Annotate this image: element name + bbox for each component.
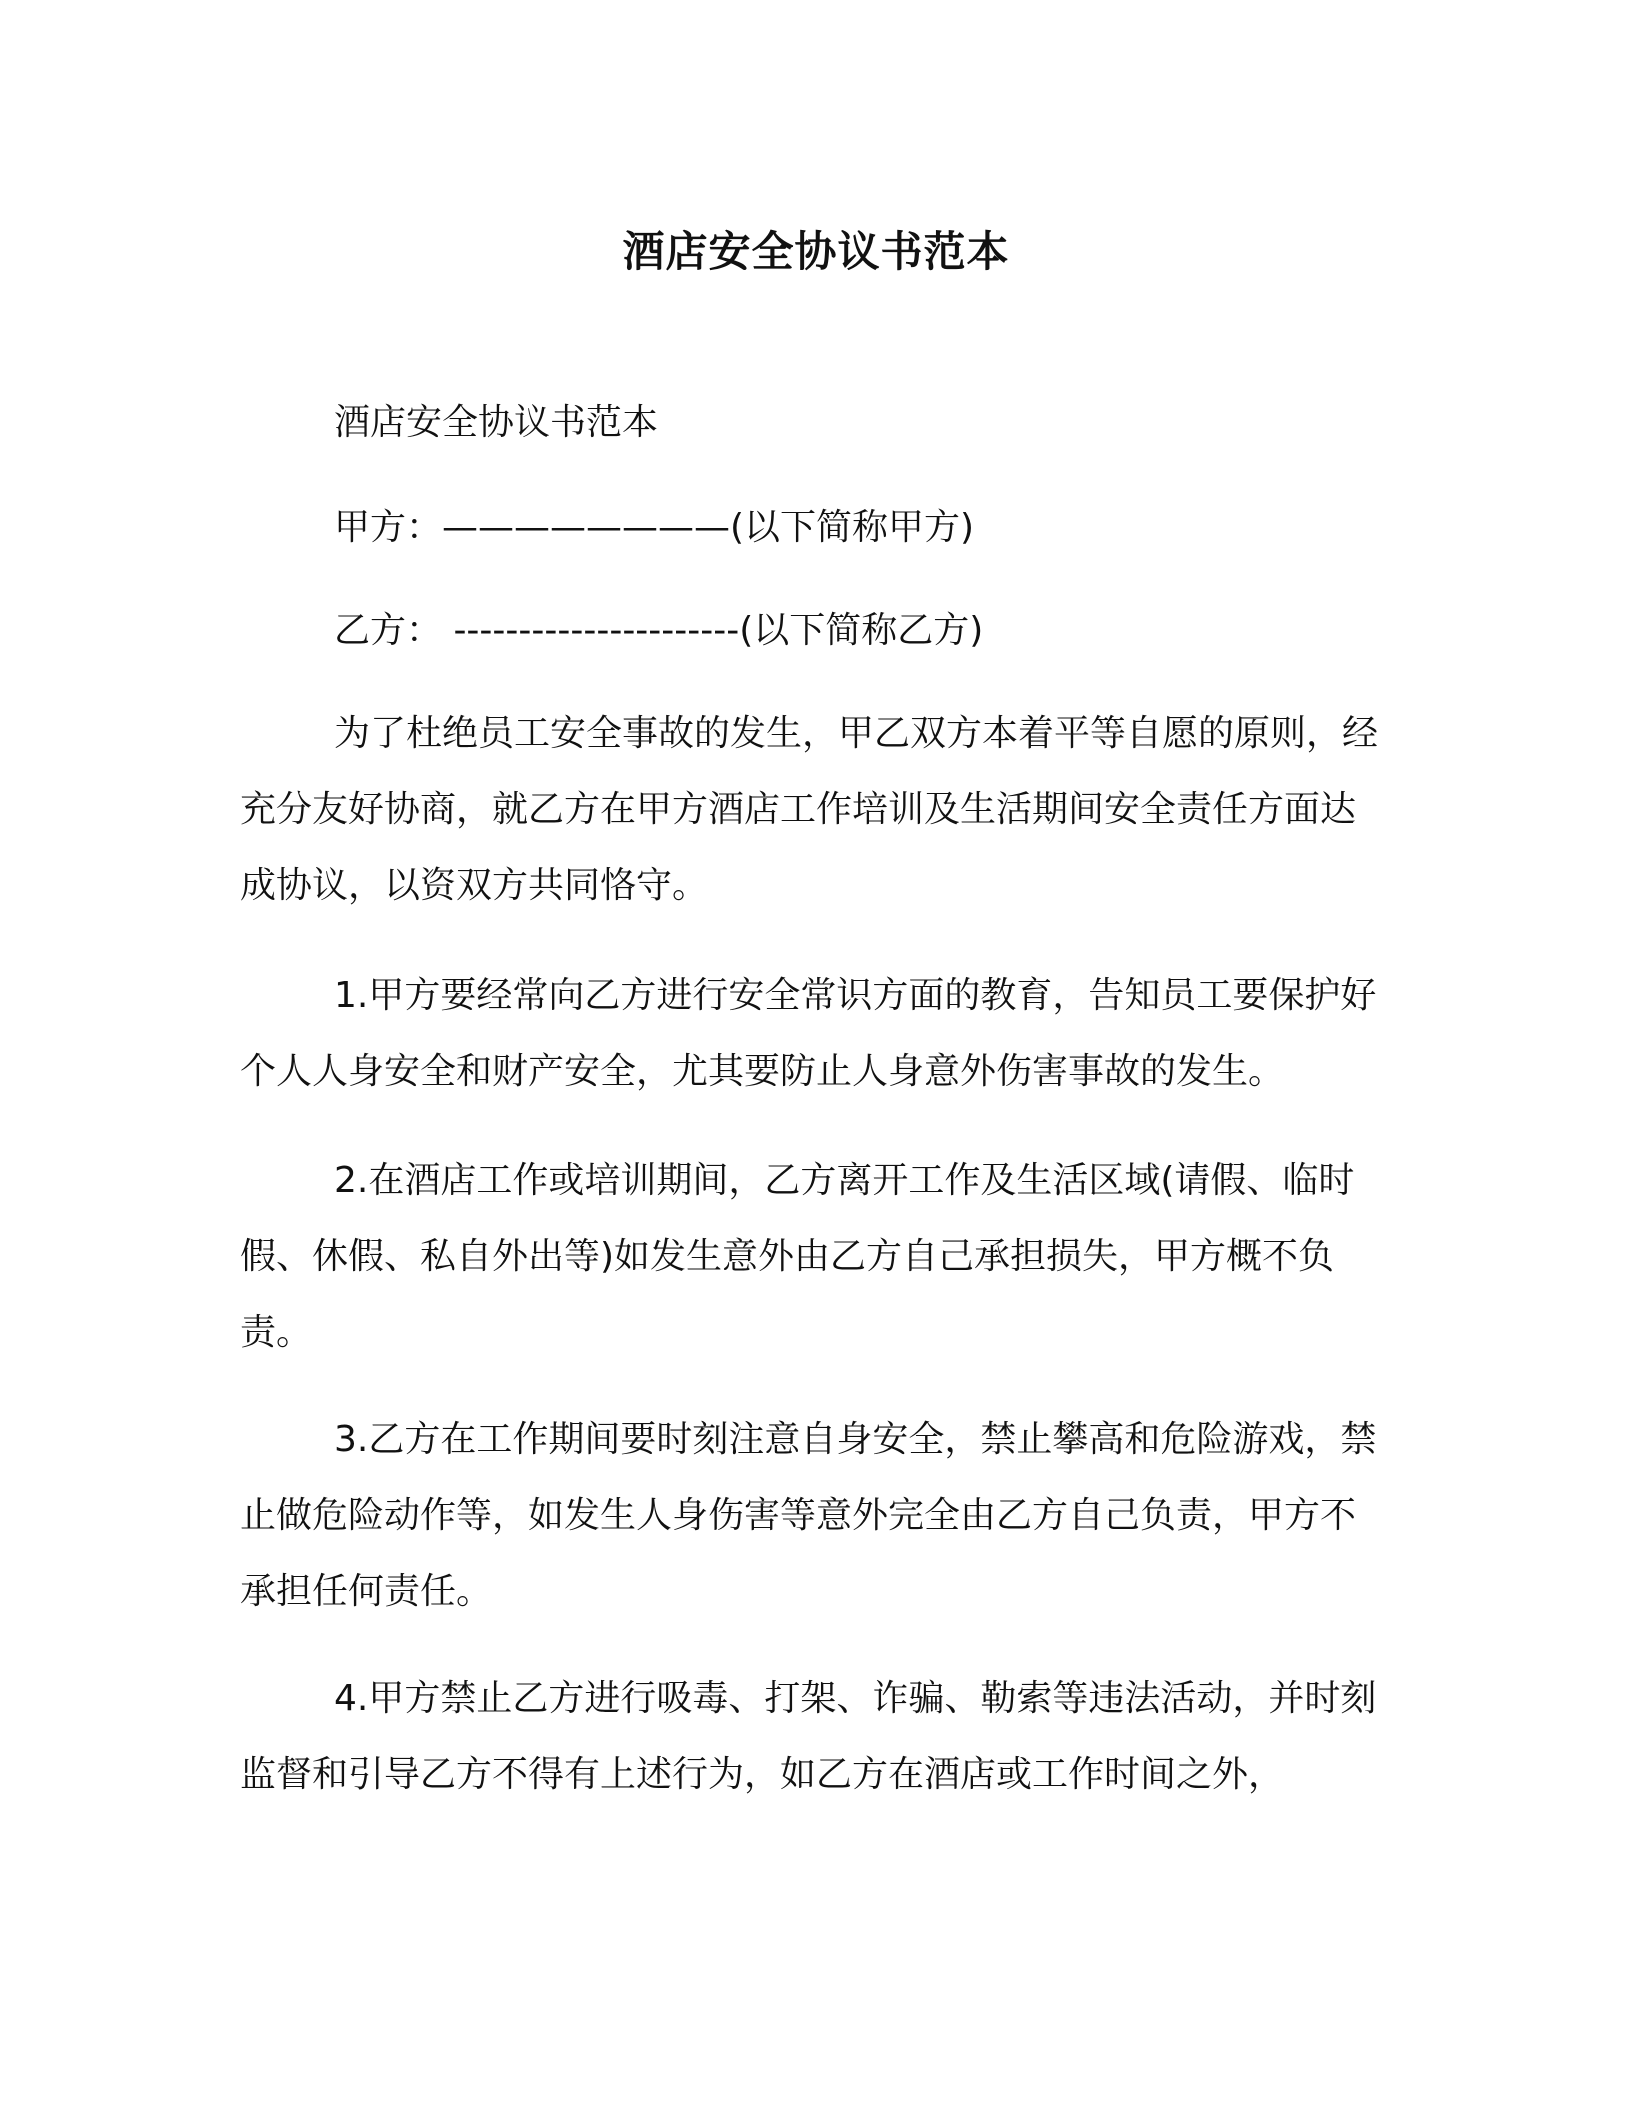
intro-paragraph: 为了杜绝员工安全事故的发生，甲乙双方本着平等自愿的原则，经充分友好协商，就乙方在甲方酒店工作培训及生活期间安全责任方面达成协议，以资双方共同恪守。 bbox=[240, 713, 1379, 906]
document-title: 酒店安全协议书范本 bbox=[622, 227, 1010, 276]
party-b-line: 乙方： ----------------------(以下简称乙方) bbox=[334, 610, 984, 651]
clause-4-paragraph: 4.甲方禁止乙方进行吸毒、打架、诈骗、勒索等违法活动，并时刻监督和引导乙方不得有上述行为，如乙方在酒店或工作时间之外， bbox=[240, 1678, 1377, 1795]
document-subtitle: 酒店安全协议书范本 bbox=[334, 402, 659, 443]
clause-2-paragraph: 2.在酒店工作或培训期间，乙方离开工作及生活区域(请假、临时假、休假、私自外出等)如发生意外由乙方自己承担损失，甲方概不负责。 bbox=[240, 1160, 1355, 1353]
party-a-line: 甲方：————————(以下简称甲方) bbox=[334, 507, 975, 548]
clause-3-paragraph: 3.乙方在工作期间要时刻注意自身安全，禁止攀高和危险游戏，禁止做危险动作等，如发生人身伤害等意外完全由乙方自己负责，甲方不承担任何责任。 bbox=[240, 1419, 1377, 1612]
clause-1-paragraph: 1.甲方要经常向乙方进行安全常识方面的教育，告知员工要保护好个人人身安全和财产安全，尤其要防止人身意外伤害事故的发生。 bbox=[240, 975, 1377, 1092]
